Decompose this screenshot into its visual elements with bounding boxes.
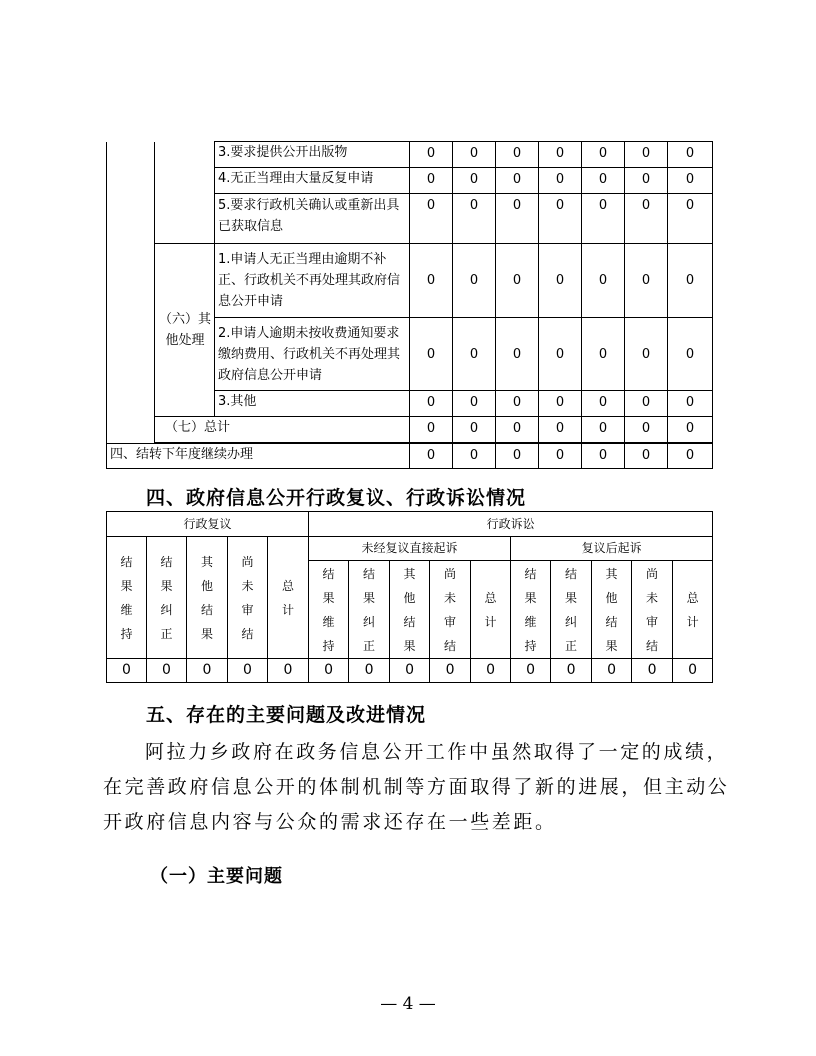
cell-value: 0 bbox=[632, 659, 673, 683]
review-litigation-table bbox=[106, 511, 713, 683]
cell-value: 0 bbox=[309, 659, 349, 683]
cell-value: 0 bbox=[390, 659, 430, 683]
cell-value: 0 bbox=[453, 417, 496, 443]
cell-value: 0 bbox=[539, 244, 582, 318]
cell-value: 0 bbox=[539, 444, 582, 469]
paragraph-line: 在完善政府信息公开的体制机制等方面取得了新的进展，但主动公 bbox=[103, 776, 730, 798]
cell-value: 0 bbox=[668, 391, 713, 417]
section-5-heading: 五、存在的主要问题及改进情况 bbox=[146, 704, 427, 726]
cell-value: 0 bbox=[592, 659, 632, 683]
cell-value: 0 bbox=[582, 244, 625, 318]
admin-litigation-header: 行政诉讼 bbox=[309, 512, 713, 537]
col-header: 总 计 bbox=[268, 537, 309, 659]
cell-value: 0 bbox=[625, 391, 668, 417]
cell-value: 0 bbox=[453, 168, 496, 194]
cell-value: 0 bbox=[625, 168, 668, 194]
cell-value: 0 bbox=[496, 417, 539, 443]
col-header: 尚 未 审 结 bbox=[632, 561, 673, 659]
cell-value: 0 bbox=[668, 444, 713, 469]
direct-suit-header: 未经复议直接起诉 bbox=[309, 537, 511, 561]
cell-value: 0 bbox=[453, 194, 496, 244]
cell-value: 0 bbox=[625, 142, 668, 168]
cell-value: 0 bbox=[268, 659, 309, 683]
cell-value: 0 bbox=[410, 417, 453, 443]
cell-value: 0 bbox=[668, 417, 713, 443]
cell-value: 0 bbox=[107, 659, 147, 683]
col-header: 结 果 维 持 bbox=[107, 537, 147, 659]
row-label: 3.其他 bbox=[215, 391, 410, 417]
cell-value: 0 bbox=[471, 659, 511, 683]
cell-value: 0 bbox=[539, 391, 582, 417]
cell-value: 0 bbox=[496, 318, 539, 391]
cell-value: 0 bbox=[496, 244, 539, 318]
table-row bbox=[107, 512, 713, 537]
section-4-heading: 四、政府信息公开行政复议、行政诉讼情况 bbox=[146, 487, 527, 509]
col-header: 总 计 bbox=[471, 561, 511, 659]
cell-value: 0 bbox=[625, 417, 668, 443]
table-row bbox=[107, 537, 713, 561]
table-row bbox=[107, 244, 713, 318]
cell-value: 0 bbox=[582, 444, 625, 469]
cell-value: 0 bbox=[625, 194, 668, 244]
cell-value: 0 bbox=[147, 659, 187, 683]
cell-value: 0 bbox=[410, 194, 453, 244]
cell-value: 0 bbox=[582, 194, 625, 244]
cell-value: 0 bbox=[496, 194, 539, 244]
cell-value: 0 bbox=[582, 142, 625, 168]
cell-value: 0 bbox=[496, 168, 539, 194]
cell-value: 0 bbox=[582, 417, 625, 443]
cell-value: 0 bbox=[453, 391, 496, 417]
row-label: 2.申请人逾期未按收费通知要求缴纳费用、行政机关不再处理其政府信息公开申请 bbox=[215, 318, 410, 391]
blank-cell bbox=[107, 142, 155, 443]
cell-value: 0 bbox=[228, 659, 268, 683]
cell-value: 0 bbox=[582, 168, 625, 194]
cell-value: 0 bbox=[582, 391, 625, 417]
cell-value: 0 bbox=[496, 391, 539, 417]
cell-value: 0 bbox=[410, 391, 453, 417]
col-header: 总 计 bbox=[673, 561, 713, 659]
cell-value: 0 bbox=[668, 194, 713, 244]
table-row bbox=[107, 142, 713, 168]
after-review-suit-header: 复议后起诉 bbox=[511, 537, 713, 561]
cell-value: 0 bbox=[410, 244, 453, 318]
cell-value: 0 bbox=[453, 244, 496, 318]
disposal-table bbox=[106, 141, 713, 443]
cell-value: 0 bbox=[539, 417, 582, 443]
row-label: 5.要求行政机关确认或重新出具已获取信息 bbox=[215, 194, 410, 244]
page-number: — 4 — bbox=[380, 994, 436, 1014]
group-label-other-handling: （六）其他处理 bbox=[155, 244, 215, 417]
cell-value: 0 bbox=[539, 318, 582, 391]
cell-value: 0 bbox=[496, 444, 539, 469]
table-row bbox=[107, 659, 713, 683]
cell-value: 0 bbox=[625, 444, 668, 469]
cell-value: 0 bbox=[410, 318, 453, 391]
col-header: 结 果 维 持 bbox=[511, 561, 551, 659]
paragraph-line: 开政府信息内容与公众的需求还存在一些差距。 bbox=[103, 811, 557, 833]
carry-forward-label: 四、结转下年度继续办理 bbox=[107, 444, 410, 469]
col-header: 其 他 结 果 bbox=[187, 537, 228, 659]
cell-value: 0 bbox=[453, 444, 496, 469]
col-header: 尚 未 审 结 bbox=[430, 561, 471, 659]
col-header: 其 他 结 果 bbox=[390, 561, 430, 659]
table-row bbox=[107, 417, 713, 443]
cell-value: 0 bbox=[582, 318, 625, 391]
cell-value: 0 bbox=[668, 168, 713, 194]
cell-value: 0 bbox=[410, 444, 453, 469]
cell-value: 0 bbox=[539, 142, 582, 168]
cell-value: 0 bbox=[668, 244, 713, 318]
cell-value: 0 bbox=[673, 659, 713, 683]
col-header: 尚 未 审 结 bbox=[228, 537, 268, 659]
cell-value: 0 bbox=[410, 168, 453, 194]
col-header: 其 他 结 果 bbox=[592, 561, 632, 659]
table-row bbox=[107, 444, 713, 469]
body-paragraph bbox=[103, 735, 730, 840]
blank-cell bbox=[155, 142, 215, 244]
col-header: 结 果 纠 正 bbox=[147, 537, 187, 659]
cell-value: 0 bbox=[453, 142, 496, 168]
row-label: 3.要求提供公开出版物 bbox=[215, 142, 410, 168]
row-label: 1.申请人无正当理由逾期不补正、行政机关不再处理其政府信息公开申请 bbox=[215, 244, 410, 318]
cell-value: 0 bbox=[668, 318, 713, 391]
cell-value: 0 bbox=[187, 659, 228, 683]
subheading-main-problems: （一）主要问题 bbox=[150, 866, 283, 887]
cell-value: 0 bbox=[410, 142, 453, 168]
cell-value: 0 bbox=[551, 659, 592, 683]
cell-value: 0 bbox=[539, 194, 582, 244]
cell-value: 0 bbox=[496, 142, 539, 168]
cell-value: 0 bbox=[625, 244, 668, 318]
row-label: 4.无正当理由大量反复申请 bbox=[215, 168, 410, 194]
col-header: 结 果 纠 正 bbox=[349, 561, 390, 659]
total-label: （七）总计 bbox=[155, 417, 410, 443]
col-header: 结 果 维 持 bbox=[309, 561, 349, 659]
cell-value: 0 bbox=[349, 659, 390, 683]
paragraph-line: 阿拉力乡政府在政务信息公开工作中虽然取得了一定的成绩， bbox=[145, 741, 729, 763]
cell-value: 0 bbox=[453, 318, 496, 391]
cell-value: 0 bbox=[625, 318, 668, 391]
cell-value: 0 bbox=[511, 659, 551, 683]
cell-value: 0 bbox=[539, 168, 582, 194]
cell-value: 0 bbox=[668, 142, 713, 168]
carry-forward-table bbox=[106, 443, 713, 469]
cell-value: 0 bbox=[430, 659, 471, 683]
col-header: 结 果 纠 正 bbox=[551, 561, 592, 659]
admin-review-header: 行政复议 bbox=[107, 512, 309, 537]
